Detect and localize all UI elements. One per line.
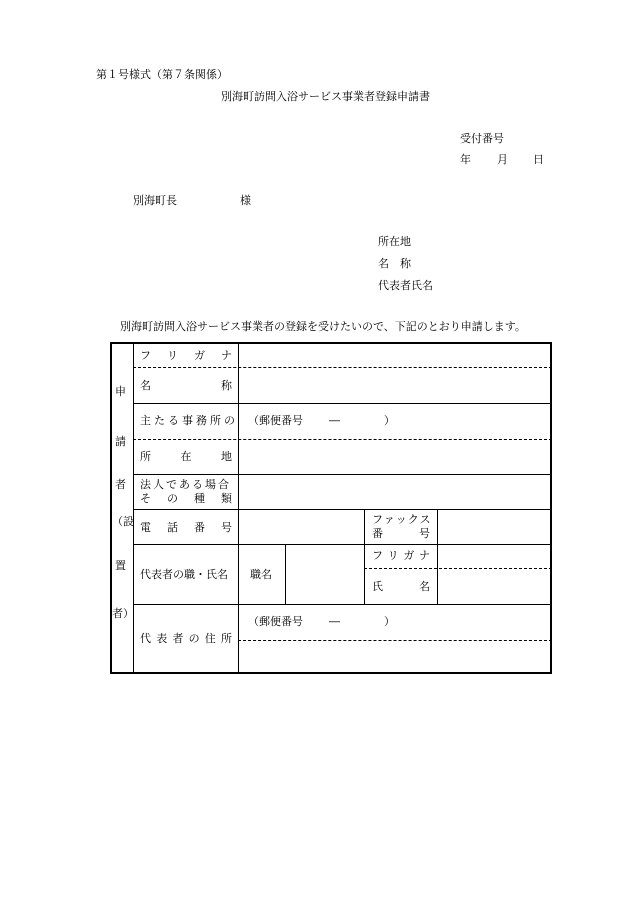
location-label: 所 在 地 [140,450,232,463]
postal-code-field[interactable]: （郵便番号 ― ） [248,414,395,427]
applicant-representative-label: 代表者氏名 [378,279,433,292]
corp-type-label-2: そ の 種 類 [140,492,232,505]
main-office-label: 主たる事務所の [140,414,238,427]
intro-text: 別海町訪問入浴サービス事業者の登録を受けたいので、下記のとおり申請します。 [120,320,526,333]
addressee-suffix: 様 [240,194,251,207]
furigana-label: フ リ ガ ナ [140,349,232,362]
side-label-char: 者 [115,478,126,491]
side-label-char: 者） [112,607,134,620]
furigana-2-label: フ リ ガ ナ [372,549,430,562]
application-table [110,342,552,674]
date-day: 日 [533,153,544,166]
addressee: 別海町長 [133,194,177,207]
side-label-char: 置 [115,559,126,572]
applicant-address-label: 所在地 [378,235,411,248]
applicant-name-label: 名 称 [378,257,411,270]
receipt-number-label: 受付番号 [460,132,504,145]
corp-type-label-1: 法人である場合 [140,478,231,491]
page-title: 別海町訪問入浴サービス事業者登録申請書 [221,90,430,103]
full-name-label: 氏 名 [372,580,430,593]
fax-label-1: ファックス [372,513,432,526]
date-year: 年 [460,153,471,166]
rep-address-label: 代 表 者 の 住 所 [140,632,232,645]
phone-label: 電 話 番 号 [140,521,232,534]
rep-postal-code-field[interactable]: （郵便番号 ― ） [248,615,395,628]
form-number: 第１号様式（第７条関係） [96,68,228,81]
fax-label-2: 番 号 [372,527,430,540]
side-label-char: （設 [112,515,134,528]
rep-title-name-label: 代表者の職・氏名 [140,568,228,581]
job-title-label: 職名 [250,568,272,581]
date-month: 月 [497,153,508,166]
name-label: 名 称 [140,379,232,392]
side-label-char: 申 [115,385,126,398]
side-label-char: 請 [115,435,126,448]
